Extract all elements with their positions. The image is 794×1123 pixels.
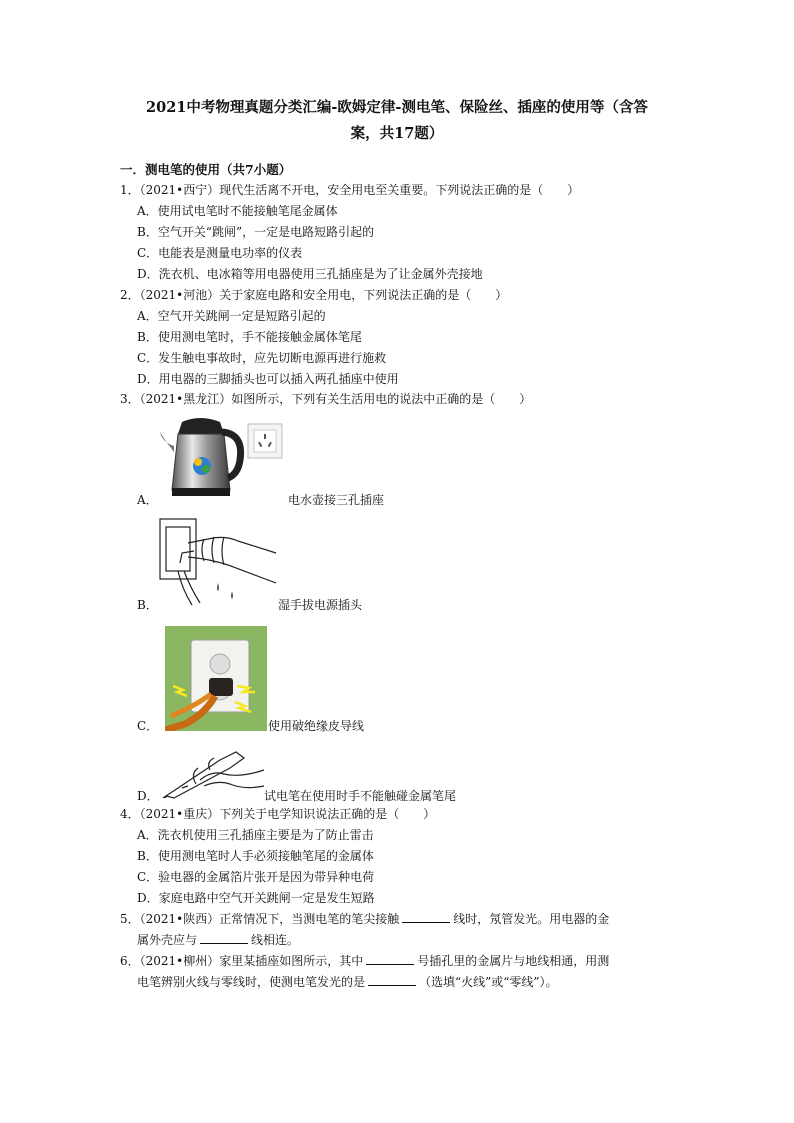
question-6-line-2	[137, 972, 558, 992]
question-4-stem: 4．（2021•重庆）下列关于电学知识说法正确的是（ ）	[120, 807, 436, 821]
question-1-stem: 1．（2021•西宁）现代生活离不开电，安全用电至关重要。下列说法正确的是（ ）	[120, 183, 580, 197]
section-heading: 一．测电笔的使用（共7小题）	[120, 162, 292, 177]
question-6-stem-part-2: 号插孔里的金属片与地线相通，用测	[417, 954, 610, 968]
kettle-socket-image	[160, 412, 285, 502]
question-2-option-b: B．使用测电笔时，手不能接触金属体笔尾	[137, 330, 362, 344]
question-2-stem: 2．（2021•河池）关于家庭电路和安全用电，下列说法正确的是（ ）	[120, 288, 508, 302]
question-3-option-a-letter: A．	[137, 493, 158, 507]
question-1-option-b: B．空气开关“跳闸”，一定是电路短路引起的	[137, 225, 375, 239]
question-3-option-d-caption: 试电笔在使用时手不能触碰金属笔尾	[264, 789, 457, 803]
question-6-line-1	[120, 951, 609, 971]
question-5-stem-part-3: 属外壳应与	[137, 933, 198, 947]
question-5-stem-part-1: 5．（2021•陕西）正常情况下，当测电笔的笔尖接触	[120, 912, 400, 926]
answer-blank[interactable]	[402, 910, 450, 923]
question-3-option-b-letter: B．	[137, 598, 158, 612]
wet-hand-plug-image	[158, 513, 278, 608]
question-1-option-d: D．洗衣机、电冰箱等用电器使用三孔插座是为了让金属外壳接地	[137, 267, 483, 281]
question-5-line-1	[120, 909, 609, 929]
question-1-option-a: A．使用试电笔时不能接触笔尾金属体	[137, 204, 338, 218]
question-6-stem-part-1: 6．（2021•柳州）家里某插座如图所示，其中	[120, 954, 364, 968]
question-3-stem: 3．（2021•黑龙江）如图所示，下列有关生活用电的说法中正确的是（ ）	[120, 392, 532, 406]
question-3-option-d-letter: D．	[137, 789, 159, 803]
question-4-option-c: C．验电器的金属箔片张开是因为带异种电荷	[137, 870, 375, 884]
question-1-option-c: C．电能表是测量电功率的仪表	[137, 246, 303, 260]
question-4-option-a: A．洗衣机使用三孔插座主要是为了防止雷击	[137, 828, 374, 842]
question-6-stem-part-3: 电笔辨别火线与零线时，使测电笔发光的是	[137, 975, 366, 989]
question-3-option-c-caption: 使用破绝缘皮导线	[268, 719, 365, 733]
question-6-stem-part-4: （选填“火线”或“零线”）。	[419, 975, 558, 989]
question-4-option-d: D．家庭电路中空气开关跳闸一定是发生短路	[137, 891, 375, 905]
answer-blank[interactable]	[200, 931, 248, 944]
damaged-wire-image	[165, 626, 267, 731]
title-line-2: 案，共17题）	[350, 125, 444, 142]
document-title	[110, 95, 684, 147]
answer-blank[interactable]	[368, 973, 416, 986]
question-3-option-c-letter: C．	[137, 719, 159, 733]
question-2-option-d: D．用电器的三脚插头也可以插入两孔插座中使用	[137, 372, 399, 386]
question-5-stem-part-4: 线相连。	[251, 933, 300, 947]
question-5-stem-part-2: 线时，氖管发光。用电器的金	[453, 912, 610, 926]
test-pen-image	[160, 740, 265, 800]
question-3-option-b-caption: 湿手拔电源插头	[278, 598, 363, 612]
question-3-option-a-caption: 电水壶接三孔插座	[288, 493, 385, 507]
title-line-1: 2021中考物理真题分类汇编-欧姆定律-测电笔、保险丝、插座的使用等（含答	[146, 99, 648, 116]
question-4-option-b: B．使用测电笔时人手必须接触笔尾的金属体	[137, 849, 374, 863]
answer-blank[interactable]	[366, 952, 414, 965]
question-2-option-c: C．发生触电事故时，应先切断电源再进行施救	[137, 351, 387, 365]
question-2-option-a: A．空气开关跳闸一定是短路引起的	[137, 309, 326, 323]
question-5-line-2	[137, 930, 299, 950]
